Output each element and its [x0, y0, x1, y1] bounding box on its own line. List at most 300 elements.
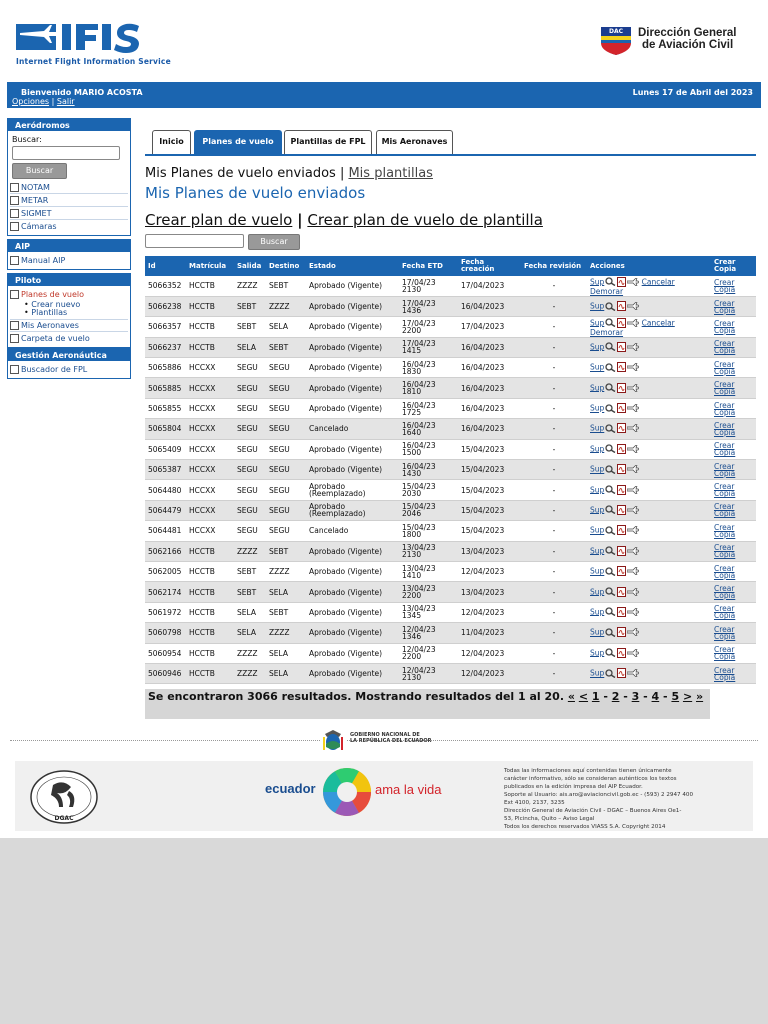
sup-link[interactable]: Sup — [590, 423, 605, 433]
row-estado: Aprobado (Vigente) — [306, 378, 399, 398]
copy-link-line-2[interactable]: Copia — [714, 325, 736, 335]
row-id: 5065409 — [145, 439, 186, 459]
sup-link[interactable]: Sup — [590, 383, 605, 393]
row-actions — [587, 317, 711, 337]
row-salida: ZZZZ — [234, 276, 266, 296]
item-checkbox[interactable] — [10, 321, 19, 330]
copy-link-line-1[interactable]: Crear — [714, 665, 735, 675]
row-crear-copia — [711, 419, 756, 439]
tab-mis-aeronaves[interactable]: Mis Aeronaves — [376, 130, 453, 154]
copy-link-line-1[interactable]: Crear — [714, 298, 735, 308]
pdf-icon[interactable] — [617, 383, 626, 394]
sidebar-item-sigmet[interactable] — [10, 207, 128, 220]
tab-planes-de-vuelo[interactable]: Planes de vuelo — [194, 130, 282, 154]
sup-link[interactable]: Sup — [590, 587, 605, 597]
copy-link-line-1[interactable]: Crear — [714, 318, 735, 328]
pdf-icon[interactable] — [617, 648, 626, 659]
sup-link[interactable]: Sup — [590, 627, 605, 637]
page-last-link[interactable]: » — [696, 690, 704, 703]
row-id: 5066357 — [145, 317, 186, 337]
row-crear-copia — [711, 541, 756, 561]
pdf-icon[interactable] — [617, 668, 626, 679]
sidebar-item-manual-aip[interactable] — [10, 254, 128, 267]
magnifier-icon[interactable] — [605, 546, 616, 556]
copy-link-line-1[interactable]: Crear — [714, 420, 735, 430]
sup-link[interactable]: Sup — [590, 277, 605, 287]
airplane-icon[interactable] — [627, 363, 639, 372]
row-fecha-creacion: 12/04/2023 — [458, 643, 521, 663]
copy-link-line-1[interactable]: Crear — [714, 461, 735, 471]
aip-panel — [7, 239, 131, 270]
magnifier-icon[interactable] — [605, 567, 616, 577]
airplane-icon[interactable] — [627, 343, 639, 352]
airplane-icon[interactable] — [627, 567, 639, 576]
dac-badge-text: DAC — [608, 28, 624, 35]
legal-line[interactable]: 53, Plcincha, Quito – Aviso Legal — [504, 816, 595, 822]
sidebar-item-mis-aeronaves[interactable] — [10, 319, 128, 332]
copy-link-line-2[interactable]: Copia — [714, 366, 736, 376]
welcome-text: Bienvenido MARIO ACOSTA — [21, 88, 143, 97]
magnifier-icon[interactable] — [605, 505, 616, 515]
row-destino: SEGU — [266, 460, 306, 480]
col-header-id: Id — [148, 261, 156, 270]
delay-link[interactable]: Demorar — [590, 327, 624, 337]
page-3-link[interactable]: 3 — [631, 690, 640, 703]
row-fecha-creacion: 17/04/2023 — [458, 317, 521, 337]
sup-link[interactable]: Sup — [590, 648, 605, 658]
row-matricula: HCCTB — [186, 276, 234, 296]
row-estado: Aprobado (Vigente) — [306, 561, 399, 581]
copy-link-line-1[interactable]: Crear — [714, 563, 735, 573]
airplane-icon[interactable] — [627, 302, 639, 311]
airplane-icon[interactable] — [627, 547, 639, 556]
row-salida: SELA — [234, 602, 266, 622]
create-flight-plan-link[interactable]: Crear plan de vuelo — [145, 211, 293, 229]
copy-link-line-2[interactable]: Copia — [714, 611, 736, 621]
airplane-icon[interactable] — [627, 319, 639, 328]
gov-line-1: GOBIERNO NACIONAL DE — [350, 732, 420, 738]
airplane-icon[interactable] — [627, 526, 639, 535]
row-actions — [587, 663, 711, 683]
authority-name — [638, 27, 736, 51]
row-actions — [587, 337, 711, 357]
copy-link-line-1[interactable]: Crear — [714, 502, 735, 512]
copy-link-line-2[interactable]: Copia — [714, 346, 736, 356]
row-estado: Aprobado (Vigente) — [306, 643, 399, 663]
legal-line[interactable]: Soporte al Usuario: ais.aro@aviacioncivil.gob.ec - (593) 2 2947 400 — [504, 792, 694, 798]
authority-line-2: de Aviación Civil — [642, 39, 734, 51]
links-separator: | — [51, 97, 57, 106]
row-id: 5066237 — [145, 337, 186, 357]
sidebar-item-buscador-fpl[interactable] — [10, 363, 128, 376]
row-estado: Aprobado (Reemplazado) — [306, 480, 399, 500]
row-id: 5062005 — [145, 561, 186, 581]
cancel-link[interactable]: Cancelar — [641, 277, 675, 287]
footer-band — [15, 761, 753, 831]
row-estado: Aprobado (Vigente) — [306, 541, 399, 561]
page-4-link[interactable]: 4 — [651, 690, 660, 703]
item-checkbox[interactable] — [10, 222, 19, 231]
row-crear-copia — [711, 663, 756, 683]
row-id: 5060946 — [145, 663, 186, 683]
row-salida: SEGU — [234, 439, 266, 459]
airplane-icon[interactable] — [627, 404, 639, 413]
pdf-icon[interactable] — [617, 362, 626, 373]
row-destino: SEBT — [266, 602, 306, 622]
magnifier-icon[interactable] — [605, 628, 616, 638]
table-row — [145, 582, 756, 602]
ecuador-wordmark: ecuador — [265, 781, 316, 796]
row-id: 5066238 — [145, 296, 186, 316]
row-fecha-etd: 17/04/23 1415 — [399, 337, 458, 357]
sidebar — [7, 118, 131, 382]
copy-link-line-2[interactable]: Copia — [714, 672, 736, 682]
copy-link-line-1[interactable]: Crear — [714, 277, 735, 287]
row-fecha-revision: - — [521, 663, 587, 683]
item-checkbox[interactable] — [10, 209, 19, 218]
aerodromo-search-button[interactable]: Buscar — [12, 163, 67, 179]
pdf-icon[interactable] — [617, 505, 626, 516]
copy-link-line-2[interactable]: Copia — [714, 550, 736, 560]
aip-title: AIP — [8, 240, 130, 252]
copy-link-line-2[interactable]: Copia — [714, 305, 736, 315]
row-estado: Aprobado (Vigente) — [306, 663, 399, 683]
row-fecha-creacion: 16/04/2023 — [458, 358, 521, 378]
copy-link-line-2[interactable]: Copia — [714, 448, 736, 458]
magnifier-icon[interactable] — [605, 648, 616, 658]
row-fecha-etd: 12/04/23 2130 — [399, 663, 458, 683]
page-prev-link[interactable]: < — [578, 690, 589, 703]
copy-link-line-2[interactable]: Copia — [714, 631, 736, 641]
row-crear-copia — [711, 602, 756, 622]
row-id: 5065804 — [145, 419, 186, 439]
row-fecha-revision: - — [521, 317, 587, 337]
magnifier-icon[interactable] — [605, 318, 616, 328]
airplane-icon[interactable] — [627, 669, 639, 678]
row-estado: Aprobado (Vigente) — [306, 337, 399, 357]
sup-link[interactable]: Sup — [590, 403, 605, 413]
sidebar-item-camaras[interactable] — [10, 220, 128, 233]
row-id: 5066352 — [145, 276, 186, 296]
pdf-icon[interactable] — [617, 627, 626, 638]
sup-link[interactable]: Sup — [590, 668, 605, 678]
sup-link[interactable]: Sup — [590, 505, 605, 515]
copy-link-line-2[interactable]: Copia — [714, 387, 736, 397]
row-salida: ZZZZ — [234, 643, 266, 663]
row-crear-copia — [711, 480, 756, 500]
copy-link-line-2[interactable]: Copia — [714, 468, 736, 478]
table-header-row — [145, 256, 756, 276]
row-crear-copia — [711, 276, 756, 296]
sup-link[interactable]: Sup — [590, 318, 605, 328]
magnifier-icon[interactable] — [605, 363, 616, 373]
row-salida: SEBT — [234, 317, 266, 337]
sup-link[interactable]: Sup — [590, 464, 605, 474]
plan-search-button[interactable]: Buscar — [248, 234, 300, 250]
magnifier-icon[interactable] — [605, 485, 616, 495]
pdf-icon[interactable] — [617, 566, 626, 577]
copy-link-line-2[interactable]: Copia — [714, 407, 736, 417]
table-row — [145, 663, 756, 683]
aerodromo-search-input[interactable] — [12, 146, 120, 160]
pdf-icon[interactable] — [617, 301, 626, 312]
piloto-body — [8, 286, 130, 347]
col-header-fecha-revision: Fecha revisión — [524, 261, 582, 270]
airplane-icon[interactable] — [627, 608, 639, 617]
table-row — [145, 439, 756, 459]
pdf-icon[interactable] — [617, 423, 626, 434]
sup-link[interactable]: Sup — [590, 566, 605, 576]
row-fecha-revision: - — [521, 378, 587, 398]
row-fecha-revision: - — [521, 398, 587, 418]
submenu-plantillas[interactable]: • Plantillas — [24, 309, 128, 319]
row-fecha-etd: 16/04/23 1640 — [399, 419, 458, 439]
sidebar-item-label: Mis Aeronaves — [21, 321, 79, 330]
row-salida: SEGU — [234, 521, 266, 541]
row-fecha-creacion: 16/04/2023 — [458, 378, 521, 398]
item-checkbox[interactable] — [10, 183, 19, 192]
magnifier-icon[interactable] — [605, 587, 616, 597]
copy-link-line-2[interactable]: Copia — [714, 489, 736, 499]
row-estado: Cancelado — [306, 521, 399, 541]
item-checkbox[interactable] — [10, 196, 19, 205]
airplane-icon[interactable] — [627, 506, 639, 515]
row-fecha-creacion: 16/04/2023 — [458, 337, 521, 357]
copy-link-line-1[interactable]: Crear — [714, 380, 735, 390]
pdf-icon[interactable] — [617, 607, 626, 618]
row-matricula: HCCTB — [186, 317, 234, 337]
ecuador-sunburst-icon — [320, 765, 374, 819]
copy-link-line-2[interactable]: Copia — [714, 570, 736, 580]
pdf-icon[interactable] — [617, 444, 626, 455]
plan-search-input[interactable] — [145, 234, 244, 248]
magnifier-icon[interactable] — [605, 342, 616, 352]
row-fecha-creacion: 15/04/2023 — [458, 439, 521, 459]
dac-brand — [598, 24, 758, 60]
table-row — [145, 643, 756, 663]
table-row — [145, 500, 756, 520]
sup-link[interactable]: Sup — [590, 607, 605, 617]
sidebar-item-label: Manual AIP — [21, 256, 66, 265]
magnifier-icon[interactable] — [605, 465, 616, 475]
row-fecha-revision: - — [521, 500, 587, 520]
page-2-link[interactable]: 2 — [611, 690, 620, 703]
airplane-icon[interactable] — [627, 628, 639, 637]
table-row — [145, 317, 756, 337]
item-checkbox[interactable] — [10, 256, 19, 265]
gov-line-2: LA REPÚBLICA DEL ECUADOR — [350, 738, 432, 744]
row-id: 5062166 — [145, 541, 186, 561]
sup-link[interactable]: Sup — [590, 362, 605, 372]
table-row — [145, 378, 756, 398]
row-actions — [587, 276, 711, 296]
page-first-link[interactable]: « — [567, 690, 575, 703]
submenu-crear-nuevo[interactable]: • Crear nuevo — [24, 301, 128, 309]
sidebar-item-metar[interactable] — [10, 194, 128, 207]
page-1-link[interactable]: 1 — [591, 690, 600, 703]
row-fecha-revision: - — [521, 643, 587, 663]
copy-link-line-1[interactable]: Crear — [714, 400, 735, 410]
pdf-icon[interactable] — [617, 403, 626, 414]
table-row — [145, 337, 756, 357]
row-fecha-etd: 17/04/23 2200 — [399, 317, 458, 337]
legal-line: carácter informativo, sólo se consideran auténticos los textos — [504, 776, 677, 782]
create-from-template-link[interactable]: Crear plan de vuelo de plantilla — [307, 211, 543, 229]
row-id: 5060954 — [145, 643, 186, 663]
delay-link[interactable]: Demorar — [590, 286, 624, 296]
row-salida: SEGU — [234, 500, 266, 520]
row-salida: SEBT — [234, 582, 266, 602]
ifis-logo[interactable] — [14, 20, 184, 68]
row-actions — [587, 623, 711, 643]
row-destino: SEGU — [266, 398, 306, 418]
user-links — [12, 97, 75, 106]
row-fecha-etd: 16/04/23 1500 — [399, 439, 458, 459]
sidebar-item-label: METAR — [21, 195, 49, 205]
actions-separator: | — [297, 211, 303, 229]
row-destino: SELA — [266, 643, 306, 663]
gestion-title: Gestión Aeronáutica — [8, 349, 130, 361]
legal-notice — [504, 767, 749, 831]
pdf-icon[interactable] — [617, 464, 626, 475]
item-checkbox[interactable] — [10, 334, 19, 343]
copy-link-line-2[interactable]: Copia — [714, 529, 736, 539]
row-crear-copia — [711, 643, 756, 663]
row-actions — [587, 643, 711, 663]
sidebar-item-notam[interactable] — [10, 181, 128, 194]
ifis-tagline: Internet Flight Information Service — [16, 57, 171, 66]
piloto-title: Piloto — [8, 274, 130, 286]
row-actions — [587, 378, 711, 398]
pdf-icon[interactable] — [617, 342, 626, 353]
row-fecha-creacion: 13/04/2023 — [458, 582, 521, 602]
col-header-crear-copia: Crear Copia — [714, 258, 737, 273]
row-matricula: HCCTB — [186, 602, 234, 622]
magnifier-icon[interactable] — [605, 277, 616, 287]
sup-link[interactable]: Sup — [590, 525, 605, 535]
row-crear-copia — [711, 460, 756, 480]
row-estado: Aprobado (Vigente) — [306, 358, 399, 378]
airplane-icon[interactable] — [627, 588, 639, 597]
row-crear-copia — [711, 439, 756, 459]
magnifier-icon[interactable] — [605, 424, 616, 434]
magnifier-icon[interactable] — [605, 404, 616, 414]
cancel-link[interactable]: Cancelar — [641, 318, 675, 328]
pdf-icon[interactable] — [617, 587, 626, 598]
copy-link-line-2[interactable]: Copia — [714, 427, 736, 437]
magnifier-icon[interactable] — [605, 669, 616, 679]
copy-link-line-1[interactable]: Crear — [714, 584, 735, 594]
copy-link-line-2[interactable]: Copia — [714, 509, 736, 519]
row-salida: SEBT — [234, 296, 266, 316]
row-fecha-revision: - — [521, 561, 587, 581]
copy-link-line-2[interactable]: Copia — [714, 284, 736, 294]
magnifier-icon[interactable] — [605, 607, 616, 617]
table-row — [145, 276, 756, 296]
pdf-icon[interactable] — [617, 546, 626, 557]
col-header-fecha-etd: Fecha ETD — [402, 261, 443, 270]
row-id: 5061972 — [145, 602, 186, 622]
airplane-icon[interactable] — [627, 384, 639, 393]
search-label: Buscar: — [12, 135, 42, 144]
airplane-icon[interactable] — [627, 278, 639, 287]
table-row — [145, 521, 756, 541]
row-fecha-revision: - — [521, 276, 587, 296]
row-fecha-etd: 17/04/23 2130 — [399, 276, 458, 296]
copy-link-line-2[interactable]: Copia — [714, 591, 736, 601]
row-matricula: HCCXX — [186, 460, 234, 480]
magnifier-icon[interactable] — [605, 526, 616, 536]
table-row — [145, 419, 756, 439]
row-destino: ZZZZ — [266, 623, 306, 643]
pdf-icon[interactable] — [617, 485, 626, 496]
copy-link-line-1[interactable]: Crear — [714, 522, 735, 532]
row-estado: Aprobado (Vigente) — [306, 317, 399, 337]
airplane-icon[interactable] — [627, 424, 639, 433]
magnifier-icon[interactable] — [605, 302, 616, 312]
row-fecha-etd: 12/04/23 2200 — [399, 643, 458, 663]
sidebar-item-label: Carpeta de vuelo — [21, 334, 90, 343]
tab-inicio[interactable]: Inicio — [152, 130, 191, 154]
airplane-icon[interactable] — [627, 445, 639, 454]
row-actions — [587, 398, 711, 418]
sup-link[interactable]: Sup — [590, 485, 605, 495]
mis-plantillas-link[interactable]: Mis plantillas — [348, 166, 433, 181]
magnifier-icon[interactable] — [605, 444, 616, 454]
copy-link-line-1[interactable]: Crear — [714, 482, 735, 492]
row-crear-copia — [711, 358, 756, 378]
row-destino: SEBT — [266, 276, 306, 296]
row-salida: SEGU — [234, 460, 266, 480]
sup-link[interactable]: Sup — [590, 342, 605, 352]
row-fecha-etd: 12/04/23 1346 — [399, 623, 458, 643]
item-checkbox[interactable] — [10, 290, 19, 299]
sup-link[interactable]: Sup — [590, 301, 605, 311]
logout-link[interactable]: Salir — [56, 97, 75, 106]
pdf-icon[interactable] — [617, 525, 626, 536]
row-fecha-revision: - — [521, 623, 587, 643]
planes-submenu — [10, 301, 128, 319]
row-estado: Aprobado (Vigente) — [306, 276, 399, 296]
copy-link-line-2[interactable]: Copia — [714, 652, 736, 662]
copy-link-line-1[interactable]: Crear — [714, 359, 735, 369]
page-next-link[interactable]: > — [682, 690, 693, 703]
row-fecha-revision: - — [521, 602, 587, 622]
row-fecha-revision: - — [521, 582, 587, 602]
airplane-icon[interactable] — [627, 486, 639, 495]
copy-link-line-1[interactable]: Crear — [714, 604, 735, 614]
copy-link-line-1[interactable]: Crear — [714, 441, 735, 451]
copy-link-line-1[interactable]: Crear — [714, 645, 735, 655]
magnifier-icon[interactable] — [605, 383, 616, 393]
copy-link-line-1[interactable]: Crear — [714, 624, 735, 634]
item-checkbox[interactable] — [10, 365, 19, 374]
sup-link[interactable]: Sup — [590, 546, 605, 556]
airplane-icon[interactable] — [627, 465, 639, 474]
copy-link-line-1[interactable]: Crear — [714, 339, 735, 349]
row-id: 5065886 — [145, 358, 186, 378]
row-fecha-revision: - — [521, 480, 587, 500]
sup-link[interactable]: Sup — [590, 444, 605, 454]
options-link[interactable]: Opciones — [12, 97, 50, 106]
row-matricula: HCCXX — [186, 419, 234, 439]
tab-plantillas-fpl[interactable]: Plantillas de FPL — [284, 130, 372, 154]
airplane-icon[interactable] — [627, 649, 639, 658]
page-5-link[interactable]: 5 — [671, 690, 680, 703]
row-fecha-creacion: 12/04/2023 — [458, 663, 521, 683]
copy-link-line-1[interactable]: Crear — [714, 543, 735, 553]
sidebar-item-carpeta-de-vuelo[interactable] — [10, 332, 128, 345]
